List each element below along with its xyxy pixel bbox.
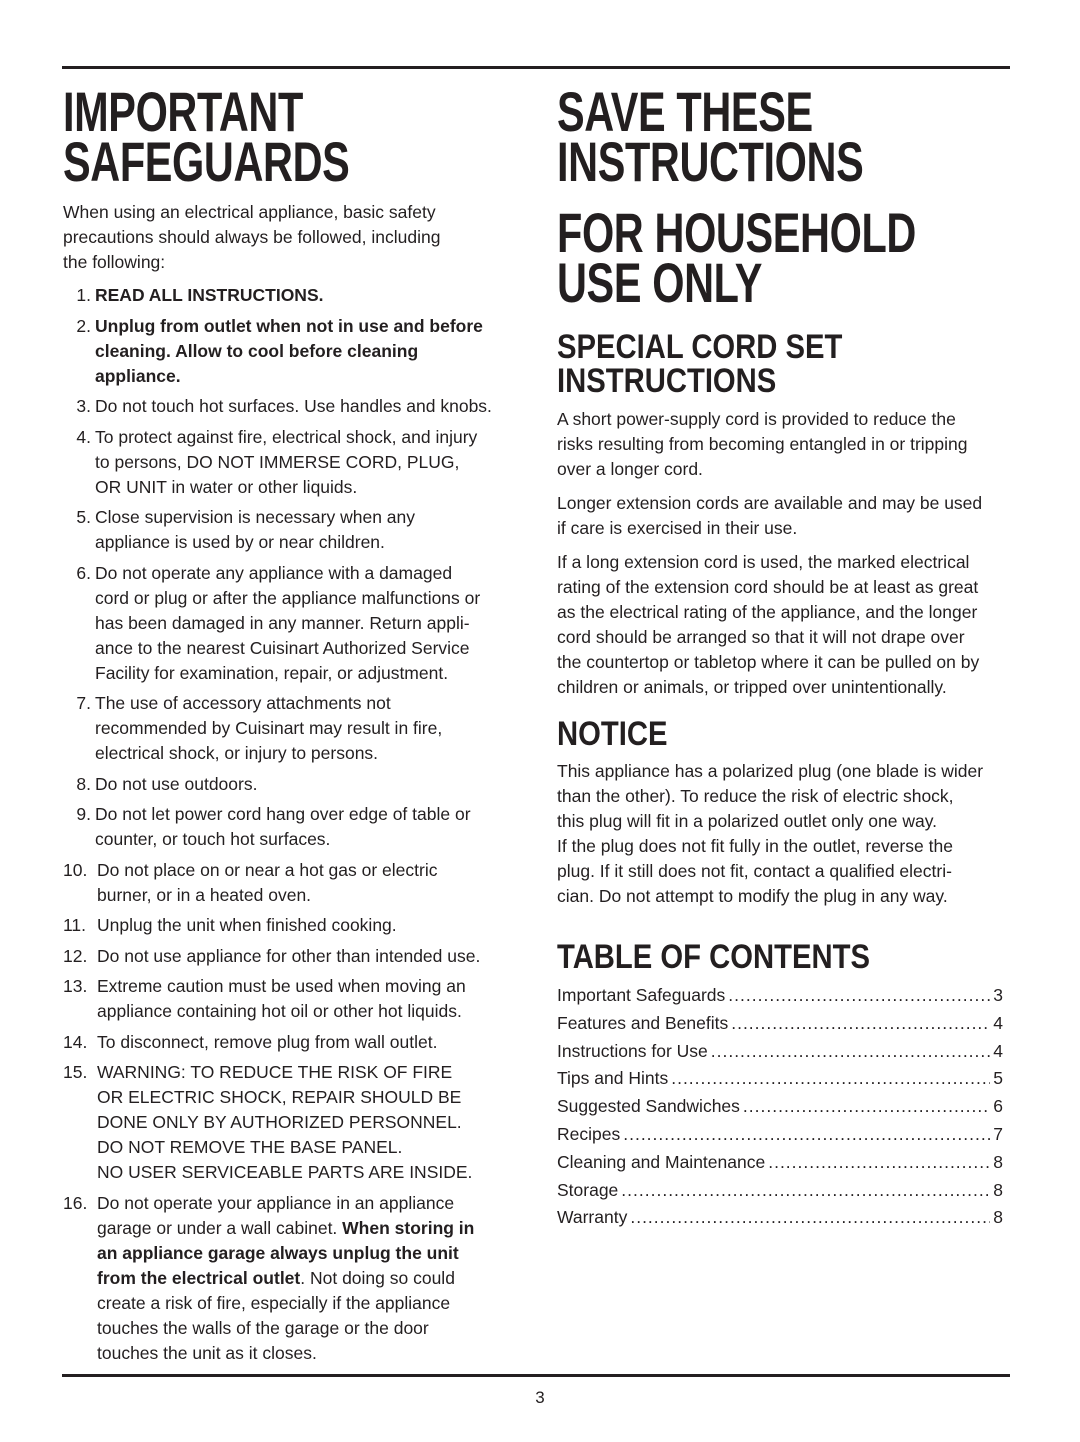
toc-label: Instructions for Use — [557, 1040, 708, 1061]
text-segment: appliance containing hot oil or other hot liquids. — [97, 1001, 462, 1021]
text-segment: DONE ONLY BY AUTHORIZED PERSONNEL. — [97, 1112, 462, 1132]
item-number: 16. — [63, 1192, 88, 1213]
text-line: plug. If it still does not fit, contact a qualified electri- — [557, 861, 952, 881]
text-line — [97, 974, 466, 999]
list-item — [63, 1191, 492, 1366]
text-line — [95, 661, 480, 686]
text-segment: To protect against fire, electrical shock, and injury — [95, 426, 478, 447]
text-segment: Do not use appliance for other than intended use. — [97, 945, 481, 966]
text-segment: garage or under a wall cabinet. — [97, 1217, 343, 1238]
text-segment: electrical shock, or injury to persons. — [95, 743, 379, 763]
text-segment: NO USER SERVICEABLE PARTS ARE INSIDE. — [97, 1162, 473, 1182]
item-text — [97, 1191, 474, 1366]
list-item — [63, 858, 492, 908]
list-item — [63, 314, 492, 389]
title-line: SAFEGUARDS — [63, 130, 350, 193]
item-text — [97, 944, 480, 969]
text-line — [97, 1110, 472, 1135]
text-line: When using an electrical appliance, basic safety — [63, 202, 436, 222]
toc-label: Tips and Hints — [557, 1068, 669, 1089]
text-segment: has been damaged in any manner. Return appli- — [95, 612, 470, 633]
title-line: SAVE THESE — [557, 80, 813, 143]
toc-page: 5 — [993, 1068, 1003, 1089]
item-number: 4. — [76, 426, 91, 447]
text-line — [97, 913, 397, 938]
heading-line: INSTRUCTIONS — [557, 362, 777, 400]
toc-leader-dots — [728, 982, 990, 1010]
bold-text: Unplug from outlet when not in use and before — [95, 315, 483, 336]
toc-page: 4 — [993, 1040, 1003, 1061]
text-line — [97, 944, 480, 969]
toc-entry[interactable] — [557, 1065, 1003, 1093]
text-line — [97, 1135, 472, 1160]
text-segment: . Not doing so could — [300, 1267, 455, 1288]
text-line — [95, 827, 471, 852]
title-line: USE ONLY — [557, 251, 763, 314]
bold-text: appliance. — [95, 365, 181, 386]
text-line: children or animals, or tripped over unintentionally. — [557, 677, 947, 697]
text-line: than the other). To reduce the risk of electric shock, — [557, 786, 954, 806]
text-line: This appliance has a polarized plug (one blade is wider — [557, 761, 984, 781]
toc-leader-dots — [621, 1177, 990, 1205]
text-segment: Do not operate any appliance with a damaged — [95, 562, 453, 583]
toc-leader-dots — [731, 1010, 990, 1038]
list-item — [63, 505, 492, 555]
toc-entry[interactable] — [557, 1010, 1003, 1038]
item-number: 1. — [76, 285, 91, 305]
text-line — [97, 1060, 472, 1085]
text-segment: Close supervision is necessary when any — [95, 507, 416, 527]
toc-label: Features and Benefits — [557, 1012, 729, 1033]
text-line — [95, 741, 442, 766]
toc-entry[interactable] — [557, 1093, 1003, 1121]
item-text — [95, 561, 480, 686]
text-line — [95, 505, 415, 530]
toc-entry[interactable] — [557, 982, 1003, 1010]
item-number: 8. — [76, 773, 91, 794]
title-line: INSTRUCTIONS — [557, 130, 864, 193]
text-line: rating of the extension cord should be at least as great — [557, 577, 979, 597]
text-line — [95, 716, 442, 741]
text-line: Longer extension cords are available and may be used — [557, 493, 983, 513]
item-number: 14. — [63, 1031, 88, 1052]
text-segment: Do not place on or near a hot gas or electric — [97, 859, 438, 880]
item-text — [97, 858, 437, 908]
toc-entry[interactable] — [557, 1177, 1003, 1205]
text-line — [95, 394, 492, 419]
list-item — [63, 772, 492, 797]
text-line — [95, 772, 257, 797]
text-line — [97, 1266, 474, 1291]
cord-paragraph — [557, 491, 982, 541]
intro-paragraph — [63, 200, 440, 275]
toc-entry[interactable] — [557, 1204, 1003, 1232]
text-line: over a longer cord. — [557, 459, 703, 479]
text-segment: Unplug the unit when finished cooking. — [97, 915, 397, 935]
text-line — [97, 1191, 474, 1216]
item-text — [95, 505, 415, 555]
text-line — [95, 561, 480, 586]
text-line: If a long extension cord is used, the marked electrical — [557, 552, 970, 572]
list-item — [63, 425, 492, 500]
title-line: IMPORTANT — [63, 80, 303, 143]
bold-text: cleaning. Allow to cool before cleaning — [95, 340, 419, 361]
text-line — [95, 530, 415, 555]
text-segment: Do not use outdoors. — [95, 773, 258, 794]
notice-heading: NOTICE — [557, 715, 668, 753]
toc-leader-dots — [630, 1204, 990, 1232]
text-line — [95, 450, 477, 475]
toc-heading: TABLE OF CONTENTS — [557, 938, 870, 976]
item-number: 15. — [63, 1062, 88, 1082]
list-item — [63, 1060, 492, 1185]
text-line — [97, 1291, 474, 1316]
save-instructions-title — [557, 80, 864, 193]
text-segment: touches the unit as it closes. — [97, 1342, 317, 1363]
list-item — [63, 394, 492, 419]
text-segment: The use of accessory attachments not — [95, 693, 391, 713]
text-line — [97, 1241, 474, 1266]
toc-leader-dots — [743, 1093, 990, 1121]
text-line: as the electrical rating of the appliance, and the longer — [557, 602, 978, 622]
title-line: FOR HOUSEHOLD — [557, 201, 916, 264]
toc-label: Warranty — [557, 1207, 628, 1228]
bold-text: from the electrical outlet — [97, 1267, 301, 1288]
toc-page: 3 — [993, 985, 1003, 1005]
text-segment: Extreme caution must be used when moving an — [97, 976, 466, 996]
list-item — [63, 691, 492, 766]
item-text — [97, 974, 466, 1024]
toc-entry[interactable] — [557, 1038, 1003, 1066]
item-text — [97, 1030, 437, 1055]
toc-page: 6 — [993, 1096, 1003, 1117]
text-line — [95, 283, 323, 308]
text-segment: OR UNIT in water or other liquids. — [95, 476, 358, 497]
cord-set-heading — [557, 330, 842, 398]
text-line — [97, 858, 437, 883]
text-segment: OR ELECTRIC SHOCK, REPAIR SHOULD BE — [97, 1087, 462, 1107]
safeguards-list — [63, 283, 492, 1371]
text-line — [95, 425, 477, 450]
text-line: if care is exercised in their use. — [557, 518, 798, 538]
toc-page: 8 — [993, 1207, 1003, 1228]
text-segment: Do not operate your appliance in an appliance — [97, 1192, 455, 1213]
bold-text: When storing in — [342, 1217, 475, 1238]
item-number: 12. — [63, 945, 88, 966]
text-line — [97, 1216, 474, 1241]
toc-leader-dots — [671, 1065, 990, 1093]
list-item — [63, 974, 492, 1024]
toc-page: 7 — [993, 1123, 1003, 1144]
text-line: precautions should always be followed, including — [63, 227, 441, 247]
text-line — [97, 1160, 472, 1185]
text-line — [95, 691, 442, 716]
text-segment: WARNING: TO REDUCE THE RISK OF FIRE — [97, 1062, 453, 1082]
toc-label: Important Safeguards — [557, 985, 726, 1005]
text-segment: ance to the nearest Cuisinart Authorized Service — [95, 637, 470, 658]
item-number: 5. — [76, 507, 91, 527]
text-line — [95, 611, 480, 636]
text-line: cord should be arranged so that it will not drape over — [557, 627, 965, 647]
text-line: risks resulting from becoming entangled in or tripping — [557, 434, 968, 454]
text-segment: appliance is used by or near children. — [95, 532, 385, 552]
text-line: this plug will fit in a polarized outlet only one way. — [557, 811, 938, 831]
item-text — [95, 283, 323, 308]
text-segment: Do not touch hot surfaces. Use handles and knobs. — [95, 396, 492, 416]
text-segment: cord or plug or after the appliance malfunctions or — [95, 587, 481, 608]
text-segment: Facility for examination, repair, or adjustment. — [95, 662, 449, 683]
text-line — [97, 999, 466, 1024]
bold-text: READ ALL INSTRUCTIONS. — [95, 285, 324, 305]
list-item — [63, 944, 492, 969]
text-line — [97, 1316, 474, 1341]
text-line — [95, 802, 471, 827]
list-item — [63, 1030, 492, 1055]
text-line — [95, 586, 480, 611]
item-number: 3. — [76, 396, 91, 416]
important-safeguards-title — [63, 80, 350, 193]
list-item — [63, 913, 492, 938]
top-rule — [62, 66, 1010, 69]
bold-text: an appliance garage always unplug the unit — [97, 1242, 459, 1263]
item-text — [95, 802, 471, 852]
text-line — [97, 1341, 474, 1366]
toc-leader-dots — [768, 1149, 990, 1177]
text-segment: to persons, DO NOT IMMERSE CORD, PLUG, — [95, 451, 460, 472]
item-number: 11. — [63, 915, 87, 935]
text-segment: Do not let power cord hang over edge of table or — [95, 804, 471, 824]
text-line: the following: — [63, 252, 166, 272]
item-text — [95, 425, 477, 500]
text-segment: burner, or in a heated oven. — [97, 884, 312, 905]
text-line — [95, 475, 477, 500]
text-line — [97, 883, 437, 908]
text-segment: counter, or touch hot surfaces. — [95, 829, 331, 849]
toc-page: 8 — [993, 1151, 1003, 1172]
toc-label: Suggested Sandwiches — [557, 1096, 740, 1117]
toc-label: Storage — [557, 1179, 619, 1200]
text-segment: touches the walls of the garage or the door — [97, 1317, 429, 1338]
text-line: the countertop or tabletop where it can be pulled on by — [557, 652, 980, 672]
page-number: 3 — [535, 1388, 545, 1407]
text-line — [95, 364, 483, 389]
item-number: 13. — [63, 976, 88, 996]
text-line: cian. Do not attempt to modify the plug in any way. — [557, 886, 948, 906]
item-text — [97, 1060, 472, 1185]
list-item — [63, 802, 492, 852]
list-item — [63, 561, 492, 686]
item-text — [95, 394, 492, 419]
text-segment: DO NOT REMOVE THE BASE PANEL. — [97, 1137, 403, 1157]
text-line — [95, 314, 483, 339]
item-number: 2. — [76, 315, 91, 336]
item-text — [95, 772, 257, 797]
text-line — [95, 339, 483, 364]
toc-label: Recipes — [557, 1123, 621, 1144]
item-number: 7. — [76, 693, 91, 713]
list-item — [63, 283, 492, 308]
bottom-rule — [62, 1374, 1010, 1377]
table-of-contents — [557, 982, 1003, 1232]
item-text — [97, 913, 397, 938]
text-segment: create a risk of fire, especially if the appliance — [97, 1292, 451, 1313]
notice-paragraph — [557, 759, 983, 909]
text-line — [97, 1085, 472, 1110]
item-number: 9. — [76, 804, 91, 824]
text-segment: recommended by Cuisinart may result in fire, — [95, 718, 443, 738]
toc-leader-dots — [623, 1121, 990, 1149]
toc-page: 4 — [993, 1012, 1003, 1033]
cord-paragraph — [557, 550, 979, 700]
household-use-title — [557, 201, 916, 314]
item-text — [95, 314, 483, 389]
text-line — [97, 1030, 437, 1055]
text-line: If the plug does not fit fully in the outlet, reverse the — [557, 836, 953, 856]
heading-line: SPECIAL CORD SET — [557, 328, 843, 366]
item-text — [95, 691, 442, 766]
item-number: 10. — [63, 859, 88, 880]
toc-page: 8 — [993, 1179, 1003, 1200]
text-segment: To disconnect, remove plug from wall outlet. — [97, 1031, 438, 1052]
toc-entry[interactable] — [557, 1121, 1003, 1149]
toc-label: Cleaning and Maintenance — [557, 1151, 766, 1172]
item-number: 6. — [76, 562, 91, 583]
toc-entry[interactable] — [557, 1149, 1003, 1177]
text-line — [95, 636, 480, 661]
cord-paragraph — [557, 407, 967, 482]
text-line: A short power-supply cord is provided to reduce the — [557, 409, 956, 429]
toc-leader-dots — [711, 1038, 991, 1066]
